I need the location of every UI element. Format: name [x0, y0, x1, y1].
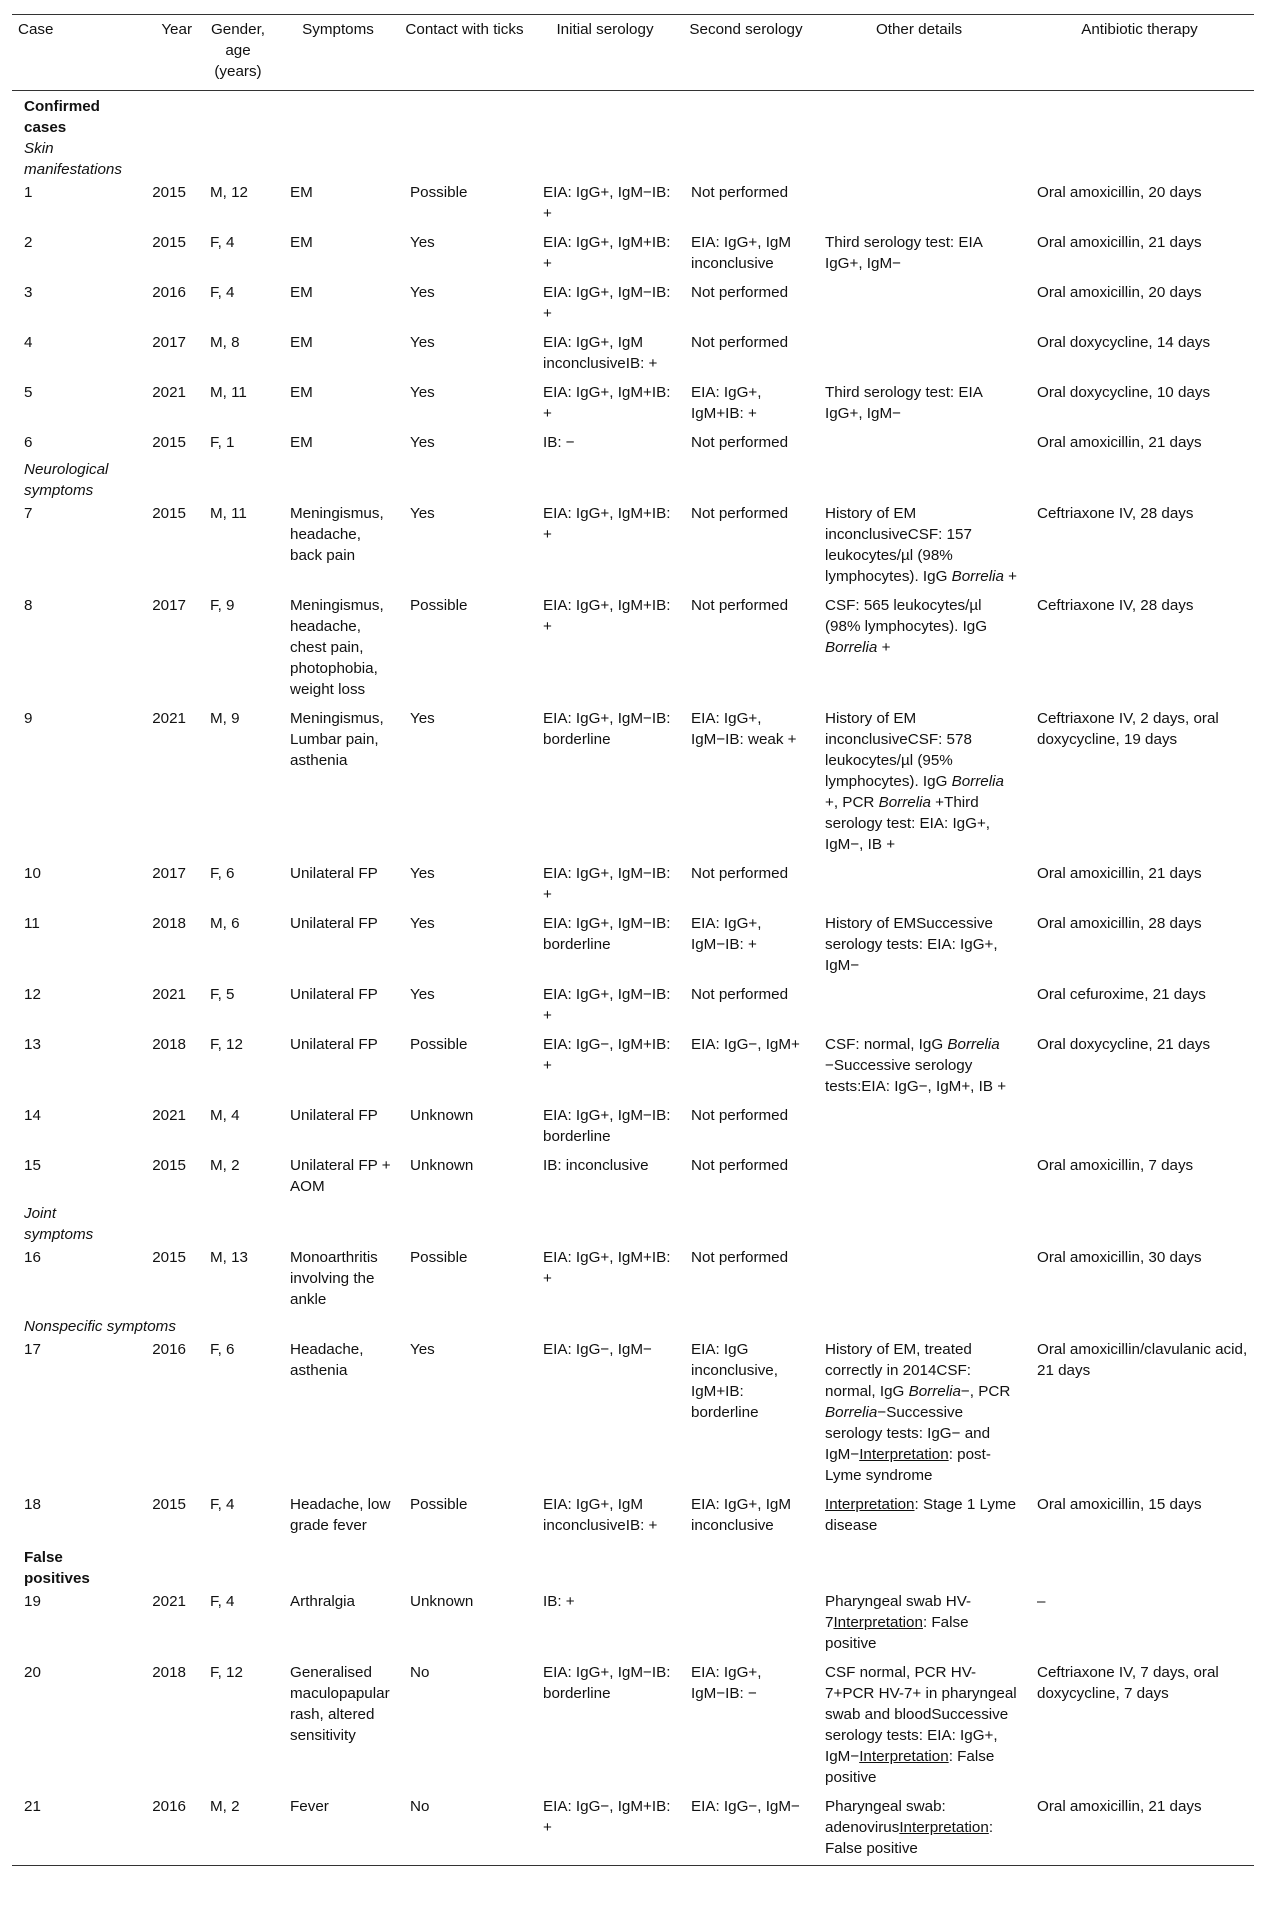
cell-contact: Unknown [410, 1593, 474, 1610]
cell-case: 18 [24, 1496, 41, 1513]
cell-second-serology: EIA: IgG+, IgM−IB: + [691, 915, 762, 953]
group-label: False positives [24, 1549, 90, 1587]
cell-initial-serology: EIA: IgG+, IgM−IB: borderline [543, 915, 671, 953]
cell-contact: Yes [410, 865, 435, 882]
cell-second-serology: Not performed [691, 1249, 789, 1266]
cell-symptoms: Unilateral FP [290, 1036, 378, 1053]
cell-contact: Possible [410, 184, 468, 201]
cell-initial-serology: EIA: IgG−, IgM+IB: + [543, 1798, 671, 1836]
cell-year: 2016 [152, 1341, 186, 1358]
group-spacer [132, 459, 1254, 501]
table-row [12, 430, 1254, 459]
cell-second-serology: Not performed [691, 1157, 789, 1174]
table-row [12, 280, 1254, 330]
cell-initial-serology: EIA: IgG−, IgM+IB: + [543, 1036, 671, 1074]
cell-antibiotic-therapy: Oral amoxicillin, 21 days [1037, 1798, 1202, 1815]
cell-second-serology: Not performed [691, 865, 789, 882]
cell-initial-serology: EIA: IgG+, IgM+IB: + [543, 505, 671, 543]
table-row [12, 1103, 1254, 1153]
cell-gender-age: M, 2 [210, 1157, 240, 1174]
cell-case: 7 [24, 505, 33, 522]
cell-symptoms: Headache, asthenia [290, 1341, 364, 1379]
cell-other-details [813, 280, 1025, 330]
cell-gender-age: F, 4 [210, 1496, 235, 1513]
cell-case: 3 [24, 284, 33, 301]
cell-contact: Yes [410, 1341, 435, 1358]
cell-year: 2018 [152, 1036, 186, 1053]
cell-symptoms: Meningismus, headache, back pain [290, 505, 384, 564]
cell-case: 4 [24, 334, 33, 351]
cell-second-serology: EIA: IgG+, IgM−IB: − [691, 1664, 762, 1702]
cell-year: 2015 [152, 1249, 186, 1266]
cell-initial-serology: EIA: IgG+, IgM inconclusiveIB: + [543, 334, 658, 372]
italic-term: Borrelia [951, 773, 1004, 790]
table-row [12, 501, 1254, 593]
italic-term: Borrelia [947, 1036, 1000, 1053]
table-row [12, 911, 1254, 982]
cell-other-details [813, 430, 1025, 459]
cell-initial-serology: EIA: IgG+, IgM+IB: + [543, 1249, 671, 1287]
header-year: Year [161, 21, 192, 38]
cell-other-details [813, 1660, 1025, 1794]
cell-year: 2017 [152, 597, 186, 614]
cell-case: 19 [24, 1593, 41, 1610]
cell-antibiotic-therapy: Ceftriaxone IV, 2 days, oral doxycycline, 19 days [1037, 710, 1219, 748]
cell-year: 2017 [152, 865, 186, 882]
cell-gender-age: F, 9 [210, 597, 235, 614]
group-label: Neurological symptoms [24, 461, 109, 499]
cell-case: 21 [24, 1798, 41, 1815]
cell-initial-serology: EIA: IgG+, IgM−IB: borderline [543, 1664, 671, 1702]
cell-other-details [813, 501, 1025, 593]
cell-initial-serology: IB: − [543, 434, 575, 451]
cell-contact: Unknown [410, 1157, 474, 1174]
cell-case: 1 [24, 184, 33, 201]
group-row-skin [12, 138, 1254, 180]
cell-contact: Yes [410, 284, 435, 301]
cell-initial-serology: IB: inconclusive [543, 1157, 649, 1174]
cell-antibiotic-therapy: Oral doxycycline, 14 days [1037, 334, 1211, 351]
cell-second-serology [679, 1589, 813, 1660]
detail-text: CSF: normal, IgG [825, 1036, 948, 1053]
cell-second-serology: Not performed [691, 334, 789, 351]
cell-second-serology: Not performed [691, 1107, 789, 1124]
cell-symptoms: EM [290, 384, 313, 401]
cell-symptoms: Generalised maculopapular rash, altered sensitivity [290, 1664, 390, 1744]
detail-text: : Stage 1 Lyme disease [825, 1496, 1017, 1534]
group-spacer [132, 1542, 1254, 1589]
cell-symptoms: Fever [290, 1798, 329, 1815]
cell-symptoms: EM [290, 434, 313, 451]
cell-antibiotic-therapy: Ceftriaxone IV, 28 days [1037, 597, 1194, 614]
cell-year: 2021 [152, 986, 186, 1003]
cell-antibiotic-therapy: – [1037, 1593, 1046, 1610]
header-symptoms: Symptoms [302, 21, 374, 38]
underlined-term: Interpretation [825, 1496, 915, 1513]
cell-contact: Yes [410, 384, 435, 401]
table-row [12, 1589, 1254, 1660]
cell-other-details [813, 982, 1025, 1032]
underlined-term: Interpretation [859, 1446, 949, 1463]
cell-initial-serology: EIA: IgG+, IgM−IB: + [543, 865, 671, 903]
cell-case: 13 [24, 1036, 41, 1053]
table-row [12, 861, 1254, 911]
cell-case: 11 [24, 915, 40, 932]
cell-gender-age: F, 12 [210, 1664, 243, 1681]
cell-antibiotic-therapy: Oral doxycycline, 21 days [1037, 1036, 1211, 1053]
cell-year: 2015 [152, 1496, 186, 1513]
cell-other-details [813, 706, 1025, 861]
cell-gender-age: F, 6 [210, 1341, 235, 1358]
cell-initial-serology: EIA: IgG+, IgM+IB: + [543, 384, 671, 422]
cell-year: 2021 [152, 384, 186, 401]
cell-second-serology: EIA: IgG+, IgM inconclusive [691, 1496, 792, 1534]
header-initial-serology: Initial serology [556, 21, 654, 38]
detail-text: + [877, 639, 891, 656]
detail-text: : False positive [825, 1819, 994, 1857]
cell-contact: Yes [410, 710, 435, 727]
cell-initial-serology: EIA: IgG+, IgM−IB: borderline [543, 710, 671, 748]
cell-second-serology: EIA: IgG inconclusive, IgM+IB: borderline [691, 1341, 778, 1421]
cell-initial-serology: EIA: IgG+, IgM+IB: + [543, 234, 671, 272]
cell-other-details: Third serology test: EIA IgG+, IgM− [825, 234, 983, 272]
cell-gender-age: F, 4 [210, 234, 235, 251]
detail-text: −Successive serology tests: IgG− and IgM− [825, 1404, 991, 1463]
group-spacer [132, 138, 1254, 180]
cell-initial-serology: EIA: IgG+, IgM−IB: + [543, 986, 671, 1024]
cell-antibiotic-therapy [1025, 1103, 1254, 1153]
table-row [12, 1032, 1254, 1103]
cell-antibiotic-therapy: Oral amoxicillin, 15 days [1037, 1496, 1202, 1513]
cell-year: 2017 [152, 334, 186, 351]
table-row [12, 1794, 1254, 1866]
cell-second-serology: Not performed [691, 184, 789, 201]
cell-case: 17 [24, 1341, 41, 1358]
cell-antibiotic-therapy: Ceftriaxone IV, 7 days, oral doxycycline, 7 days [1037, 1664, 1219, 1702]
cell-symptoms: Meningismus, headache, chest pain, photophobia, weight loss [290, 597, 384, 698]
cell-year: 2015 [152, 434, 186, 451]
table-row [12, 180, 1254, 230]
cell-contact: Possible [410, 1496, 468, 1513]
header-antibiotic-therapy: Antibiotic therapy [1081, 21, 1198, 38]
group-row-false-pos [12, 1542, 1254, 1589]
italic-term: Borrelia [878, 794, 931, 811]
group-label: Confirmed cases [24, 98, 100, 136]
cell-initial-serology: EIA: IgG−, IgM− [543, 1341, 652, 1358]
cell-symptoms: Unilateral FP [290, 986, 378, 1003]
cell-gender-age: F, 6 [210, 865, 235, 882]
cell-other-details [813, 1589, 1025, 1660]
detail-text: : False positive [825, 1614, 969, 1652]
cell-antibiotic-therapy: Oral amoxicillin, 21 days [1037, 434, 1202, 451]
group-row-confirmed [12, 91, 1254, 139]
cell-year: 2018 [152, 1664, 186, 1681]
cell-case: 12 [24, 986, 41, 1003]
cell-year: 2015 [152, 505, 186, 522]
cell-year: 2015 [152, 184, 186, 201]
table-row [12, 982, 1254, 1032]
detail-text: +Third serology test: EIA: IgG+, IgM−, IB + [825, 794, 991, 853]
cell-case: 5 [24, 384, 33, 401]
cell-initial-serology: EIA: IgG+, IgM−IB: borderline [543, 1107, 671, 1145]
cell-year: 2015 [152, 234, 186, 251]
cell-antibiotic-therapy: Oral amoxicillin, 21 days [1037, 865, 1202, 882]
cell-second-serology: EIA: IgG+, IgM inconclusive [691, 234, 792, 272]
group-spacer [278, 1316, 1254, 1337]
cell-gender-age: M, 6 [210, 915, 240, 932]
cell-symptoms: Unilateral FP + AOM [290, 1157, 391, 1195]
cell-gender-age: M, 2 [210, 1798, 240, 1815]
cell-gender-age: M, 9 [210, 710, 240, 727]
table-row [12, 380, 1254, 430]
detail-text: CSF: 565 leukocytes/µl (98% lymphocytes). IgG [825, 597, 988, 635]
cell-initial-serology: EIA: IgG+, IgM−IB: + [543, 284, 671, 322]
cell-symptoms: Arthralgia [290, 1593, 355, 1610]
detail-text: History of EM, treated correctly in 2014CSF: normal, IgG [825, 1341, 972, 1400]
detail-text: : False positive [825, 1748, 995, 1786]
cell-contact: Yes [410, 434, 435, 451]
cell-gender-age: F, 1 [210, 434, 235, 451]
cell-antibiotic-therapy: Oral doxycycline, 10 days [1037, 384, 1211, 401]
cell-antibiotic-therapy: Oral amoxicillin, 28 days [1037, 915, 1202, 932]
group-label: Skin manifestations [24, 140, 122, 178]
cell-case: 15 [24, 1157, 41, 1174]
underlined-term: Interpretation [859, 1748, 949, 1765]
italic-term: Borrelia [951, 568, 1004, 585]
header-row [12, 15, 1254, 91]
cell-case: 8 [24, 597, 33, 614]
italic-term: Borrelia [825, 1404, 878, 1421]
cell-contact: Possible [410, 1036, 468, 1053]
detail-text: −, PCR [960, 1383, 1011, 1400]
cell-case: 20 [24, 1664, 41, 1681]
detail-text: History of EM inconclusiveCSF: 578 leukocytes/µl (95% lymphocytes). IgG [825, 710, 972, 790]
cell-second-serology: EIA: IgG+, IgM−IB: weak + [691, 710, 797, 748]
cell-initial-serology: IB: + [543, 1593, 575, 1610]
cell-other-details [813, 593, 1025, 706]
cell-gender-age: M, 12 [210, 184, 248, 201]
cell-antibiotic-therapy: Oral amoxicillin, 21 days [1037, 234, 1202, 251]
cell-case: 10 [24, 865, 41, 882]
cell-symptoms: Monoarthritis involving the ankle [290, 1249, 378, 1308]
cell-antibiotic-therapy: Oral amoxicillin, 30 days [1037, 1249, 1202, 1266]
cell-second-serology: Not performed [691, 597, 789, 614]
detail-text: Pharyngeal swab: adenovirus [825, 1798, 946, 1836]
group-spacer [132, 1203, 1254, 1245]
cell-contact: Yes [410, 986, 435, 1003]
underlined-term: Interpretation [833, 1614, 923, 1631]
cell-case: 14 [24, 1107, 41, 1124]
cell-initial-serology: EIA: IgG+, IgM−IB: + [543, 184, 671, 222]
cell-symptoms: Headache, low grade fever [290, 1496, 391, 1534]
detail-text: : post-Lyme syndrome [825, 1446, 991, 1484]
detail-text: + [1003, 568, 1018, 585]
header-other-details: Other details [875, 21, 963, 38]
cell-contact: Possible [410, 597, 468, 614]
header-contact: Contact with ticks [405, 21, 524, 38]
cell-contact: Yes [410, 234, 435, 251]
italic-term: Borrelia [825, 639, 878, 656]
group-row-joint [12, 1203, 1254, 1245]
cell-contact: Possible [410, 1249, 468, 1266]
cell-case: 2 [24, 234, 33, 251]
cell-gender-age: F, 5 [210, 986, 235, 1003]
cell-year: 2018 [152, 915, 186, 932]
table-row [12, 330, 1254, 380]
cell-antibiotic-therapy: Oral amoxicillin, 20 days [1037, 284, 1202, 301]
cell-contact: Unknown [410, 1107, 474, 1124]
cell-symptoms: Unilateral FP [290, 865, 378, 882]
cell-antibiotic-therapy: Ceftriaxone IV, 28 days [1037, 505, 1194, 522]
cell-contact: No [410, 1798, 430, 1815]
cell-initial-serology: EIA: IgG+, IgM inconclusiveIB: + [543, 1496, 658, 1534]
cell-second-serology: EIA: IgG+, IgM+IB: + [691, 384, 762, 422]
cell-other-details [813, 1245, 1025, 1316]
cell-gender-age: M, 8 [210, 334, 240, 351]
group-row-nonspecific [12, 1316, 1254, 1337]
cell-second-serology: EIA: IgG−, IgM+ [691, 1036, 800, 1053]
cell-year: 2021 [152, 1107, 186, 1124]
detail-text: +, PCR [825, 794, 879, 811]
cell-other-details: Third serology test: EIA IgG+, IgM− [825, 384, 983, 422]
table-row [12, 706, 1254, 861]
cell-other-details [813, 1337, 1025, 1492]
cell-other-details [813, 330, 1025, 380]
cell-second-serology: Not performed [691, 284, 789, 301]
cell-second-serology: Not performed [691, 986, 789, 1003]
table-row [12, 1245, 1254, 1316]
cell-contact: Yes [410, 915, 435, 932]
cell-gender-age: F, 4 [210, 284, 235, 301]
table-row [12, 1337, 1254, 1492]
cell-contact: Yes [410, 334, 435, 351]
group-row-neuro [12, 459, 1254, 501]
cell-other-details [813, 1492, 1025, 1542]
table-row [12, 1660, 1254, 1794]
cell-symptoms: EM [290, 284, 313, 301]
italic-term: Borrelia [908, 1383, 961, 1400]
cell-gender-age: M, 11 [210, 505, 247, 522]
group-label: Nonspecific symptoms [24, 1318, 176, 1335]
cell-gender-age: M, 13 [210, 1249, 248, 1266]
cell-year: 2021 [152, 1593, 186, 1610]
cell-other-details [813, 1103, 1025, 1153]
cell-symptoms: EM [290, 334, 313, 351]
cell-year: 2016 [152, 284, 186, 301]
cell-gender-age: M, 11 [210, 384, 247, 401]
cell-gender-age: M, 4 [210, 1107, 240, 1124]
cell-other-details [813, 861, 1025, 911]
cell-other-details [813, 180, 1025, 230]
lyme-cases-table [12, 14, 1254, 1866]
cell-symptoms: Unilateral FP [290, 915, 378, 932]
cell-contact: Yes [410, 505, 435, 522]
cell-initial-serology: EIA: IgG+, IgM+IB: + [543, 597, 671, 635]
group-spacer [132, 91, 1254, 139]
cell-antibiotic-therapy: Oral amoxicillin, 20 days [1037, 184, 1202, 201]
cell-second-serology: Not performed [691, 505, 789, 522]
header-gender-age: Gender, age (years) [210, 21, 266, 80]
cell-year: 2016 [152, 1798, 186, 1815]
cell-symptoms: EM [290, 184, 313, 201]
header-second-serology: Second serology [689, 21, 803, 38]
cell-contact: No [410, 1664, 430, 1681]
cell-other-details [813, 1794, 1025, 1866]
cell-gender-age: F, 4 [210, 1593, 235, 1610]
group-label: Joint symptoms [24, 1205, 94, 1243]
cell-case: 16 [24, 1249, 41, 1266]
cell-symptoms: Meningismus, Lumbar pain, asthenia [290, 710, 384, 769]
cell-symptoms: Unilateral FP [290, 1107, 378, 1124]
underlined-term: Interpretation [899, 1819, 989, 1836]
table-row [12, 593, 1254, 706]
detail-text: Pharyngeal swab HV-7 [825, 1593, 972, 1631]
table-row [12, 1153, 1254, 1203]
detail-text: CSF normal, PCR HV-7+PCR HV-7+ in pharyngeal swab and bloodSuccessive serology tests: EIA: IgG+, IgM− [825, 1664, 1017, 1765]
cell-other-details: History of EMSuccessive serology tests: EIA: IgG+, IgM− [825, 915, 998, 974]
cell-second-serology: Not performed [691, 434, 789, 451]
table-row [12, 230, 1254, 280]
cell-second-serology: EIA: IgG−, IgM− [691, 1798, 800, 1815]
cell-symptoms: EM [290, 234, 313, 251]
cell-antibiotic-therapy: Oral cefuroxime, 21 days [1037, 986, 1206, 1003]
detail-text: History of EM inconclusiveCSF: 157 leukocytes/µl (98% lymphocytes). IgG [825, 505, 972, 585]
header-case: Case [18, 21, 54, 38]
table-body [12, 91, 1254, 1866]
cell-year: 2021 [152, 710, 186, 727]
cell-antibiotic-therapy: Oral amoxicillin/clavulanic acid, 21 days [1037, 1341, 1248, 1379]
table-row [12, 1492, 1254, 1542]
cell-other-details [813, 1032, 1025, 1103]
cell-other-details [813, 1153, 1025, 1203]
detail-text: −Successive serology tests:EIA: IgG−, IgM+, IB + [825, 1057, 1007, 1095]
cell-year: 2015 [152, 1157, 186, 1174]
cell-case: 6 [24, 434, 33, 451]
cell-antibiotic-therapy: Oral amoxicillin, 7 days [1037, 1157, 1194, 1174]
cell-gender-age: F, 12 [210, 1036, 243, 1053]
cell-case: 9 [24, 710, 33, 727]
